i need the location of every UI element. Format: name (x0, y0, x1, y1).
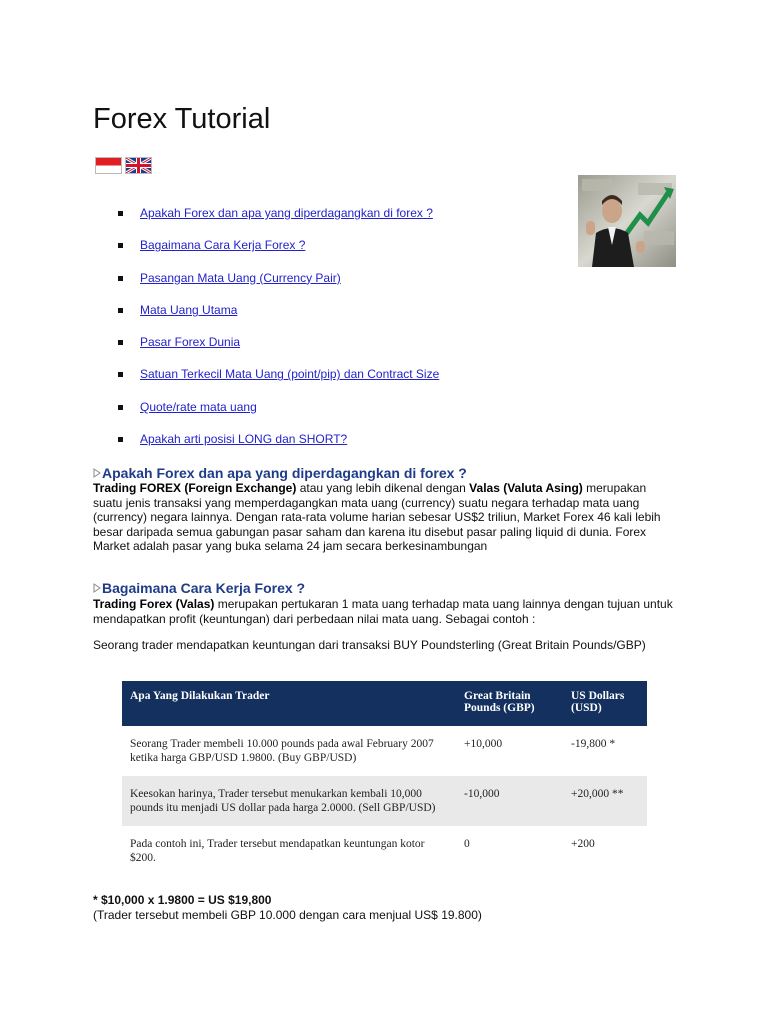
toc-item (118, 367, 439, 399)
toc-link-pasar-forex[interactable]: Pasar Forex Dunia (140, 335, 241, 350)
toc-item (118, 238, 439, 270)
toc-item (118, 432, 439, 464)
footnote-explanation: (Trader tersebut membeli GBP 10.000 dengan cara menjual US$ 19.800) (93, 908, 482, 922)
table-row (122, 776, 647, 826)
language-flags (95, 157, 152, 174)
toc-link-mata-uang-utama[interactable]: Mata Uang Utama (140, 302, 238, 317)
table-row (122, 826, 647, 876)
example-intro: Seorang trader mendapatkan keuntungan dari transaksi BUY Poundsterling (Great Britain Pounds/GBP) (93, 638, 646, 652)
trade-example-table (122, 681, 647, 876)
cell-usd: -19,800 * (571, 738, 616, 750)
toc-link-long-short[interactable]: Apakah arti posisi LONG dan SHORT? (140, 432, 348, 447)
uk-flag-icon[interactable] (125, 157, 152, 174)
paragraph-text: merupakan suatu jenis transaksi yang memperdagangkan mata uang (currency) suatu negara terhadap mata uang (currency) negara lainnya. Dengan rata-rata volume harian sebesar US$2 triliun, Market Forex 46 kali lebih besar daripada semua gabungan pasar saham dan karena itu disebut pasar paling liquid di dunia. Forex Market adalah pasar yang buka selama 24 jam secara berkesinambungan (93, 481, 661, 553)
bold-term: Trading FOREX (Foreign Exchange) (93, 481, 297, 495)
table-row (122, 726, 647, 776)
header-gbp: Great Britain Pounds (GBP) (456, 681, 563, 726)
triangle-bullet-icon (93, 583, 101, 593)
toc-item (118, 335, 439, 367)
cell-usd: +20,000 ** (563, 776, 647, 826)
section-heading-text: Apakah Forex dan apa yang diperdagangkan di forex ? (102, 465, 467, 481)
indonesia-flag-icon[interactable] (95, 157, 122, 174)
section-paragraph-forex (93, 481, 678, 554)
toc-link-cara-kerja[interactable]: Bagaimana Cara Kerja Forex ? (140, 238, 306, 253)
bold-term: Valas (Valuta Asing) (469, 481, 583, 495)
section-heading-cara-kerja (93, 580, 305, 596)
trader-photo (578, 175, 676, 267)
toc-link-currency-pair[interactable]: Pasangan Mata Uang (Currency Pair) (140, 270, 341, 285)
toc-link-forex[interactable]: Apakah Forex dan apa yang diperdagangkan di forex ? (140, 206, 433, 220)
section-paragraph-cara-kerja (93, 597, 678, 626)
header-trader-action: Apa Yang Dilakukan Trader (122, 681, 456, 726)
paragraph-text: atau yang lebih dikenal dengan (296, 481, 470, 495)
section-heading-text: Bagaimana Cara Kerja Forex ? (102, 580, 306, 596)
triangle-bullet-icon (93, 468, 101, 478)
page-title: Forex Tutorial (93, 103, 271, 135)
bold-term: Trading Forex (Valas) (93, 597, 215, 611)
toc-link-point-pip[interactable]: Satuan Terkecil Mata Uang (point/pip) dan Contract Size (140, 367, 440, 382)
section-heading-forex (93, 465, 467, 481)
cell-action: Seorang Trader membeli 10.000 pounds pada awal February 2007 ketika harga GBP/USD 1.9800. (Buy GBP/USD) (130, 738, 434, 764)
toc-item (118, 400, 439, 432)
header-usd: US Dollars (USD) (563, 681, 647, 726)
cell-gbp: +10,000 (464, 738, 503, 750)
toc-item (118, 303, 439, 335)
table-header-row (122, 681, 647, 726)
cell-action: Keesokan harinya, Trader tersebut menukarkan kembali 10,000 pounds itu menjadi US dollar pada harga 2.0000. (Sell GBP/USD) (122, 776, 456, 826)
cell-action: Pada contoh ini, Trader tersebut mendapatkan keuntungan kotor $200. (130, 838, 425, 864)
table-of-contents (118, 206, 439, 464)
toc-item (118, 206, 439, 238)
cell-gbp: 0 (464, 838, 470, 850)
paragraph-text: merupakan pertukaran 1 mata uang terhadap mata uang lainnya dengan tujuan untuk mendapatkan profit (keuntungan) dari perbedaan nilai mata uang. Sebagai contoh : (93, 597, 673, 626)
footnote-calculation: * $10,000 x 1.9800 = US $19,800 (93, 893, 272, 907)
cell-usd: +200 (571, 838, 595, 850)
cell-gbp: -10,000 (456, 776, 563, 826)
toc-link-quote-rate[interactable]: Quote/rate mata uang (140, 399, 257, 414)
toc-item (118, 271, 439, 303)
